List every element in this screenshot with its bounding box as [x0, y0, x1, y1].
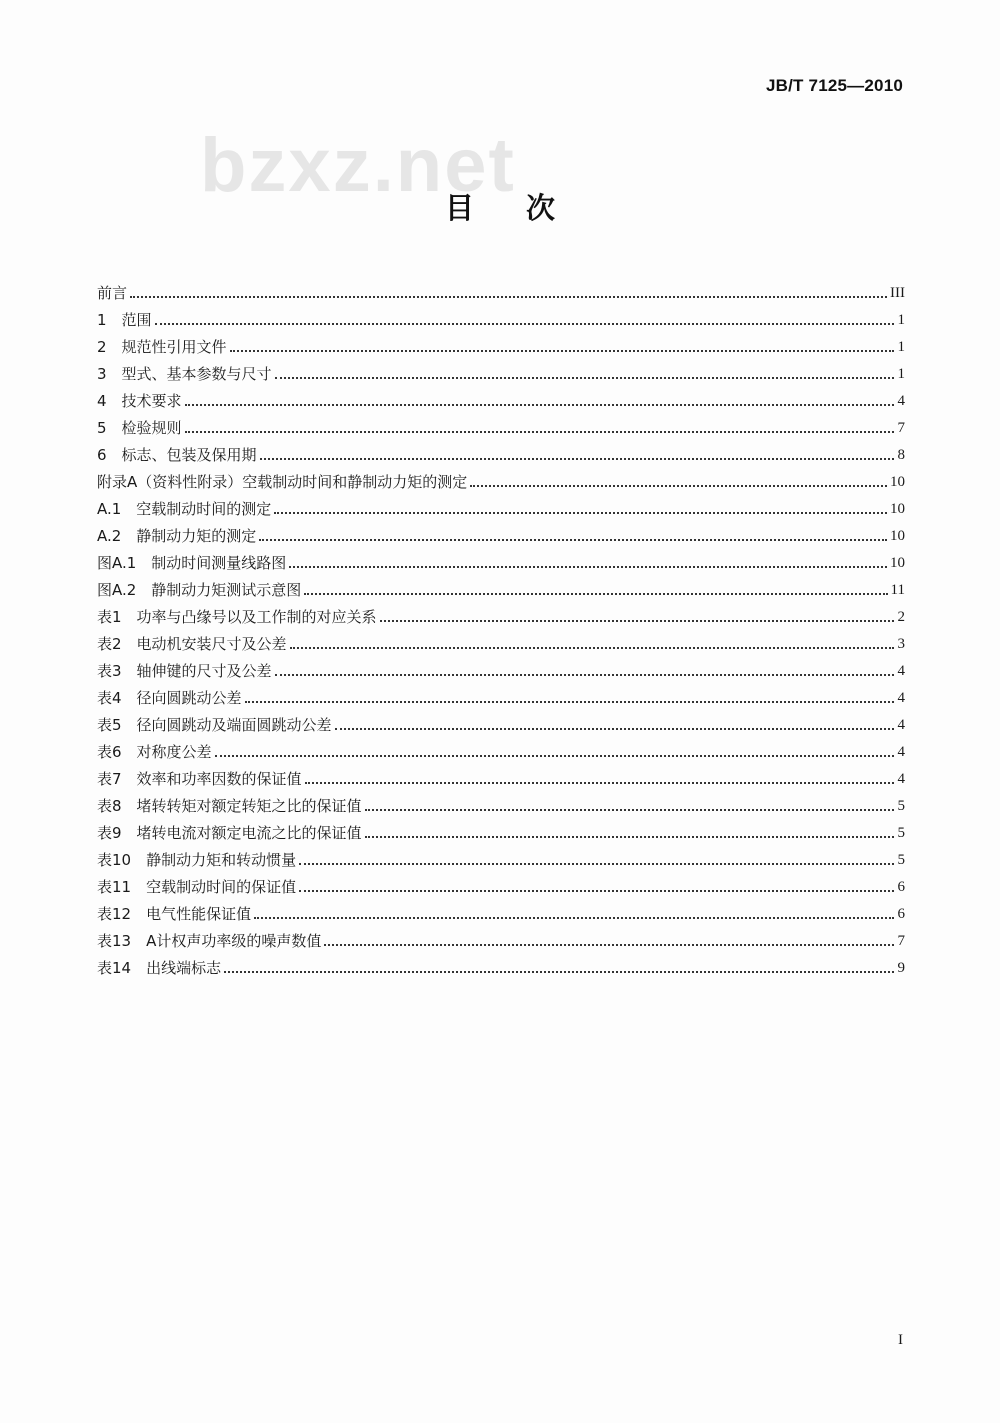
toc-leader-dots [299, 890, 894, 892]
toc-entry[interactable] [97, 654, 905, 681]
toc-entry-page: 4 [897, 744, 905, 760]
toc-entry-label: A.1 空载制动时间的测定 [97, 500, 272, 518]
toc-entry[interactable] [97, 600, 905, 627]
toc-leader-dots [230, 350, 894, 352]
toc-entry[interactable] [97, 519, 905, 546]
toc-entry[interactable] [97, 843, 905, 870]
toc-leader-dots [245, 701, 894, 703]
toc-leader-dots [365, 836, 894, 838]
toc-entry-label: 5 检验规则 [97, 419, 182, 437]
toc-entry-page: 6 [897, 879, 905, 895]
toc-entry[interactable] [97, 681, 905, 708]
toc-entry-page: 1 [897, 339, 905, 355]
toc-entry-label: 表1 功率与凸缘号以及工作制的对应关系 [97, 608, 377, 626]
toc-leader-dots [254, 917, 894, 919]
toc-leader-dots [275, 377, 894, 379]
toc-entry-label: 表13 A计权声功率级的噪声数值 [97, 932, 322, 950]
toc-entry-page: 11 [890, 582, 905, 598]
toc-leader-dots [324, 944, 894, 946]
toc-entry-page: 4 [897, 771, 905, 787]
toc-entry[interactable] [97, 303, 905, 330]
watermark: bzxz.net [200, 123, 516, 208]
toc-entry-label: 表2 电动机安装尺寸及公差 [97, 635, 287, 653]
toc-leader-dots [380, 620, 894, 622]
page-title: 目次 [444, 191, 607, 225]
toc-entry-page: 4 [897, 717, 905, 733]
toc-entry-page: 9 [897, 960, 905, 976]
toc-entry[interactable] [97, 870, 905, 897]
toc-entry-label: 4 技术要求 [97, 392, 182, 410]
toc-entry-page: 8 [897, 447, 905, 463]
toc-entry-label: 表8 堵转转矩对额定转矩之比的保证值 [97, 797, 362, 815]
page-number: I [898, 1332, 903, 1348]
toc-entry-label: 表12 电气性能保证值 [97, 905, 252, 923]
toc-leader-dots [185, 431, 894, 433]
toc-entry-label: A.2 静制动力矩的测定 [97, 527, 257, 545]
toc-leader-dots [260, 458, 894, 460]
toc-entry-label: 表14 出线端标志 [97, 959, 222, 977]
toc-entry[interactable] [97, 276, 905, 303]
toc-entry[interactable] [97, 951, 905, 978]
toc-leader-dots [290, 647, 894, 649]
toc-entry-page: 6 [897, 906, 905, 922]
toc-entry[interactable] [97, 465, 905, 492]
toc-entry[interactable] [97, 492, 905, 519]
toc-leader-dots [155, 323, 894, 325]
toc-leader-dots [130, 296, 887, 298]
toc-entry[interactable] [97, 438, 905, 465]
toc-entry-label: 表4 径向圆跳动公差 [97, 689, 242, 707]
table-of-contents [97, 276, 905, 978]
toc-entry-page: 10 [890, 501, 905, 517]
toc-entry-page: 2 [897, 609, 905, 625]
toc-entry-page: 7 [897, 420, 905, 436]
toc-entry-page: 10 [890, 528, 905, 544]
toc-leader-dots [470, 485, 887, 487]
toc-entry[interactable] [97, 816, 905, 843]
toc-entry-page: 10 [890, 555, 905, 571]
toc-leader-dots [275, 674, 894, 676]
toc-entry-page: 3 [897, 636, 905, 652]
toc-entry-label: 附录A（资料性附录）空载制动时间和静制动力矩的测定 [97, 473, 468, 491]
toc-entry-page: 4 [897, 663, 905, 679]
toc-entry[interactable] [97, 573, 905, 600]
toc-entry-page: III [890, 285, 905, 301]
toc-entry[interactable] [97, 924, 905, 951]
toc-entry-page: 1 [897, 366, 905, 382]
toc-leader-dots [259, 539, 887, 541]
toc-entry-page: 4 [897, 393, 905, 409]
toc-entry-page: 10 [890, 474, 905, 490]
toc-entry-label: 表11 空载制动时间的保证值 [97, 878, 297, 896]
toc-entry-page: 5 [897, 798, 905, 814]
toc-entry-page: 7 [897, 933, 905, 949]
toc-leader-dots [289, 566, 887, 568]
toc-entry-page: 4 [897, 690, 905, 706]
toc-entry-label: 表7 效率和功率因数的保证值 [97, 770, 302, 788]
toc-entry[interactable] [97, 384, 905, 411]
toc-entry-label: 1 范围 [97, 311, 152, 329]
toc-entry[interactable] [97, 411, 905, 438]
toc-entry[interactable] [97, 546, 905, 573]
toc-entry[interactable] [97, 357, 905, 384]
toc-leader-dots [215, 755, 894, 757]
toc-entry-label: 前言 [97, 284, 128, 302]
toc-entry[interactable] [97, 330, 905, 357]
toc-entry-label: 图A.2 静制动力矩测试示意图 [97, 581, 302, 599]
toc-entry-label: 2 规范性引用文件 [97, 338, 227, 356]
toc-entry-page: 5 [897, 825, 905, 841]
toc-leader-dots [299, 863, 894, 865]
toc-leader-dots [304, 593, 887, 595]
toc-entry[interactable] [97, 789, 905, 816]
toc-entry-page: 5 [897, 852, 905, 868]
toc-entry[interactable] [97, 897, 905, 924]
toc-entry-label: 表9 堵转电流对额定电流之比的保证值 [97, 824, 362, 842]
toc-entry-label: 表6 对称度公差 [97, 743, 212, 761]
toc-entry-label: 3 型式、基本参数与尺寸 [97, 365, 272, 383]
toc-entry[interactable] [97, 735, 905, 762]
toc-entry-label: 6 标志、包装及保用期 [97, 446, 257, 464]
toc-leader-dots [224, 971, 894, 973]
toc-entry-label: 表10 静制动力矩和转动惯量 [97, 851, 297, 869]
toc-leader-dots [274, 512, 887, 514]
toc-leader-dots [305, 782, 894, 784]
toc-entry-label: 表3 轴伸键的尺寸及公差 [97, 662, 272, 680]
standard-code: JB/T 7125—2010 [766, 76, 903, 95]
toc-entry[interactable] [97, 762, 905, 789]
toc-entry[interactable] [97, 708, 905, 735]
toc-entry-page: 1 [897, 312, 905, 328]
toc-entry-label: 表5 径向圆跳动及端面圆跳动公差 [97, 716, 332, 734]
toc-leader-dots [365, 809, 894, 811]
toc-leader-dots [335, 728, 894, 730]
toc-entry-label: 图A.1 制动时间测量线路图 [97, 554, 287, 572]
toc-leader-dots [185, 404, 894, 406]
toc-entry[interactable] [97, 627, 905, 654]
